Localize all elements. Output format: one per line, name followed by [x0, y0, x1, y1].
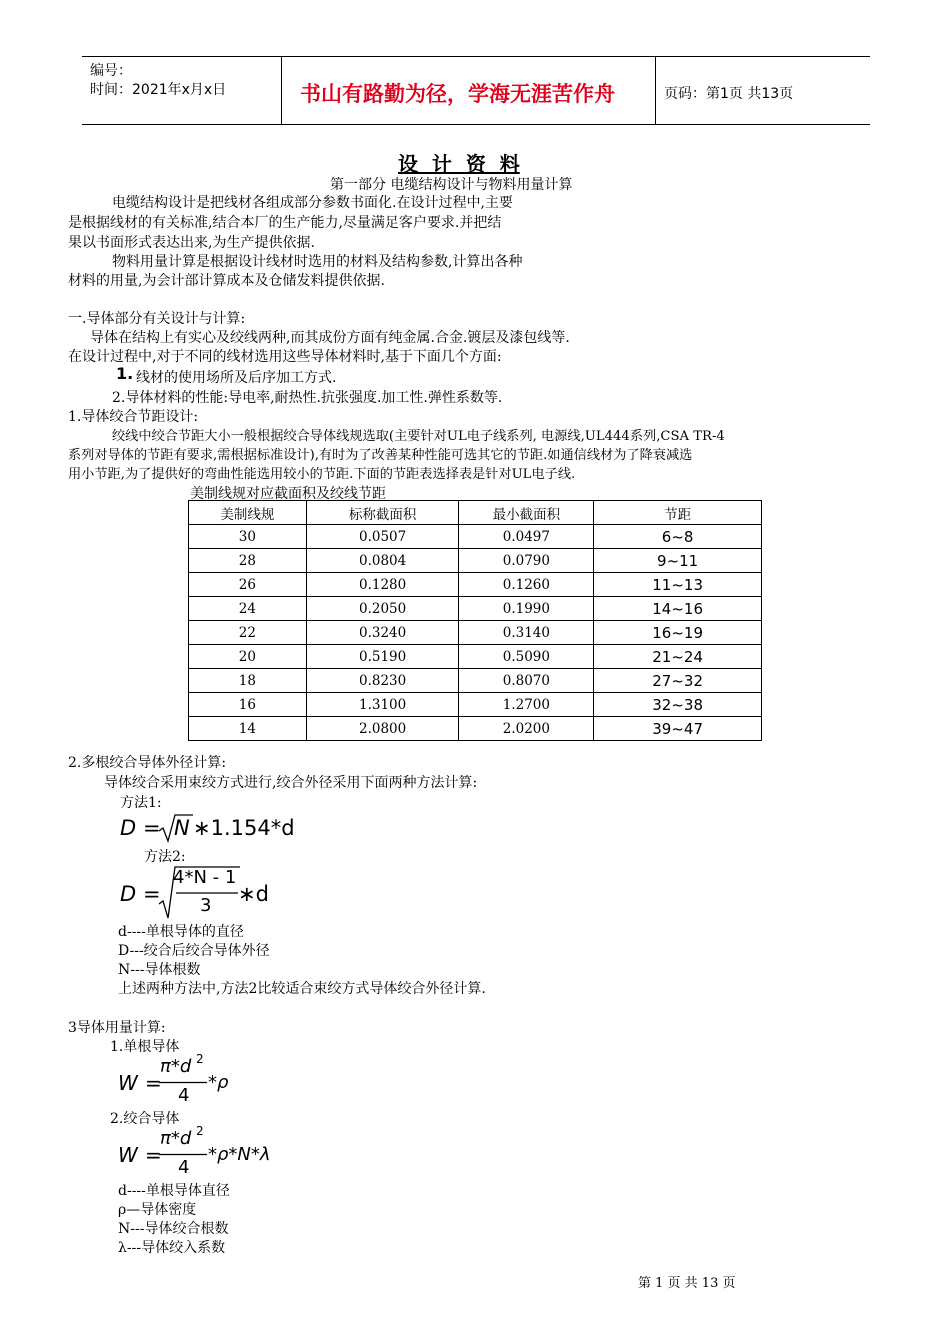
method2-label: 方法2:: [144, 849, 186, 865]
intro-line-5: 材料的用量,为会计部计算成本及仓储发料提供依据.: [68, 273, 385, 289]
table-cell: 27~32: [594, 669, 762, 693]
section1-text-2: 在设计过程中,对于不同的线材选用这些导体材料时,基于下面几个方面:: [68, 349, 502, 365]
table-row: [189, 597, 762, 621]
table-cell: 14~16: [594, 597, 762, 621]
intro-line-2: 是根据线材的有关标准,结合本厂的生产能力,尽量满足客户要求.并把结: [68, 215, 502, 231]
table-cell: 32~38: [594, 693, 762, 717]
table-header-row: [189, 501, 762, 525]
table-cell: 39~47: [594, 717, 762, 741]
table-header: 最小截面积: [459, 501, 594, 525]
table-cell: 2.0200: [459, 717, 594, 741]
table-cell: 0.0804: [306, 549, 459, 573]
intro-line-3: 果以书面形式表达出来,为生产提供依据.: [68, 235, 315, 251]
table-cell: 0.1280: [306, 573, 459, 597]
formula-exponent: 2: [196, 1052, 204, 1066]
od-var-D: D---绞合后绞合导体外径: [118, 943, 270, 959]
table-cell: 16: [189, 693, 307, 717]
pitch-heading: 1.导体绞合节距设计:: [68, 409, 199, 425]
header-divider-1: [281, 56, 282, 125]
table-header: 美制线规: [189, 501, 307, 525]
table-cell: 0.5090: [459, 645, 594, 669]
table-cell: 0.0497: [459, 525, 594, 549]
header-top-rule: [82, 56, 870, 57]
formula-radicand: N: [174, 816, 190, 840]
table-cell: 0.0790: [459, 549, 594, 573]
formula-exponent: 2: [196, 1124, 204, 1138]
table-row: [189, 573, 762, 597]
formula-numerator: π*d: [160, 1056, 192, 1077]
od-heading: 2.多根绞合导体外径计算:: [68, 755, 227, 771]
table-cell: 0.8230: [306, 669, 459, 693]
table-cell: 14: [189, 717, 307, 741]
table-row: [189, 669, 762, 693]
pitch-text-1: 绞线中绞合节距大小一般根据绞合导体线规选取(主要针对UL电子线系列, 电源线,UL444系列,CSA TR-4: [112, 429, 725, 444]
od-text: 导体绞合采用束绞方式进行,绞合外径采用下面两种方法计算:: [104, 775, 478, 791]
table-row: [189, 525, 762, 549]
table-row: [189, 693, 762, 717]
table-caption: 美制线规对应截面积及绞线节距: [190, 486, 386, 502]
header-page-label: 页码：第1页 共13页: [664, 86, 794, 102]
formula-denominator: 4: [178, 1157, 190, 1178]
fraction-bar: [159, 1081, 207, 1084]
table-row: [189, 549, 762, 573]
formula-equals: =: [143, 882, 161, 906]
table-cell: 0.8070: [459, 669, 594, 693]
awg-table: [188, 500, 762, 741]
formula-denominator: 3: [200, 895, 212, 916]
formula-numerator: 4*N - 1: [173, 867, 237, 888]
section1-heading: 一.导体部分有关设计与计算:: [68, 311, 246, 327]
table-cell: 11~13: [594, 573, 762, 597]
od-conclusion: 上述两种方法中,方法2比较适合束绞方式导体绞合外径计算.: [118, 981, 486, 997]
formula-rest: ∗1.154*d: [193, 816, 295, 840]
table-row: [189, 717, 762, 741]
table-cell: 26: [189, 573, 307, 597]
pitch-text-3: 用小节距,为了提供好的弯曲性能选用较小的节距.下面的节距表选择表是针对UL电子线.: [68, 467, 576, 482]
usage-var-N: N---导体绞合根数: [118, 1221, 229, 1237]
table-cell: 0.1990: [459, 597, 594, 621]
table-cell: 9~11: [594, 549, 762, 573]
formula-lhs: D: [120, 816, 137, 840]
header-time-label: 时间：2021年x月x日: [90, 82, 227, 98]
fraction-bar: [159, 1153, 207, 1156]
table-cell: 21~24: [594, 645, 762, 669]
table-header: 节距: [594, 501, 762, 525]
header-number-label: 编号：: [90, 63, 132, 79]
table-row: [189, 645, 762, 669]
formula-rest: *ρ: [208, 1072, 229, 1093]
formula-equals: =: [145, 1071, 162, 1095]
od-var-N: N---导体根数: [118, 962, 201, 978]
table-cell: 24: [189, 597, 307, 621]
table-cell: 1.3100: [306, 693, 459, 717]
table-cell: 28: [189, 549, 307, 573]
table-header: 标称截面积: [306, 501, 459, 525]
formula-lhs: W: [118, 1071, 138, 1095]
table-cell: 0.3240: [306, 621, 459, 645]
formula-rest: *ρ*N*λ: [208, 1144, 271, 1165]
formula-lhs: D: [120, 882, 137, 906]
usage-heading: 3导体用量计算:: [68, 1020, 166, 1036]
formula-numerator: π*d: [160, 1128, 192, 1149]
intro-line-4: 物料用量计算是根据设计线材时选用的材料及结构参数,计算出各种: [112, 254, 523, 270]
table-cell: 0.3140: [459, 621, 594, 645]
page-title: 设 计 资 料: [398, 152, 520, 176]
table-cell: 16~19: [594, 621, 762, 645]
table-cell: 18: [189, 669, 307, 693]
formula-lhs: W: [118, 1143, 138, 1167]
header-bottom-rule: [82, 124, 870, 125]
formula-equals: =: [145, 1143, 162, 1167]
table-cell: 1.2700: [459, 693, 594, 717]
table-cell: 0.5190: [306, 645, 459, 669]
formula-rest: ∗d: [238, 882, 269, 906]
header-motto: 书山有路勤为径，学海无涯苦作舟: [300, 82, 615, 106]
aspect1-text: 线材的使用场所及后序加工方式.: [136, 370, 337, 386]
page-subtitle: 第一部分 电缆结构设计与物料用量计算: [330, 177, 573, 193]
table-cell: 20: [189, 645, 307, 669]
aspect1-number: 1.: [116, 364, 134, 383]
usage-var-d: d----单根导体直径: [118, 1183, 230, 1199]
table-cell: 0.1260: [459, 573, 594, 597]
table-cell: 2.0800: [306, 717, 459, 741]
intro-line-1: 电缆结构设计是把线材各组成部分参数书面化.在设计过程中,主要: [112, 195, 513, 211]
formula-equals: =: [143, 816, 161, 840]
table-cell: 30: [189, 525, 307, 549]
table-cell: 22: [189, 621, 307, 645]
formula-denominator: 4: [178, 1085, 190, 1106]
footer-page-number: 第 1 页 共 13 页: [638, 1276, 736, 1291]
usage-var-lambda: λ---导体绞入系数: [118, 1240, 226, 1256]
table-cell: 0.2050: [306, 597, 459, 621]
stranded-conductor-label: 2.绞合导体: [110, 1111, 180, 1127]
aspect2-text: 2.导体材料的性能:导电率,耐热性.抗张强度.加工性.弹性系数等.: [112, 390, 503, 406]
usage-var-rho: ρ—导体密度: [118, 1202, 197, 1218]
method1-label: 方法1:: [120, 795, 162, 811]
od-var-d: d----单根导体的直径: [118, 924, 244, 940]
table-cell: 6~8: [594, 525, 762, 549]
table-row: [189, 621, 762, 645]
single-conductor-label: 1.单根导体: [110, 1039, 180, 1055]
pitch-text-2: 系列对导体的节距有要求,需根据标准设计),有时为了改善某种性能可选其它的节距.如通信线材为了降衰减选: [68, 448, 693, 463]
header-divider-2: [655, 56, 656, 125]
table-cell: 0.0507: [306, 525, 459, 549]
section1-text-1: 导体在结构上有实心及绞线两种,而其成份方面有纯金属.合金.镀层及漆包线等.: [90, 330, 570, 346]
